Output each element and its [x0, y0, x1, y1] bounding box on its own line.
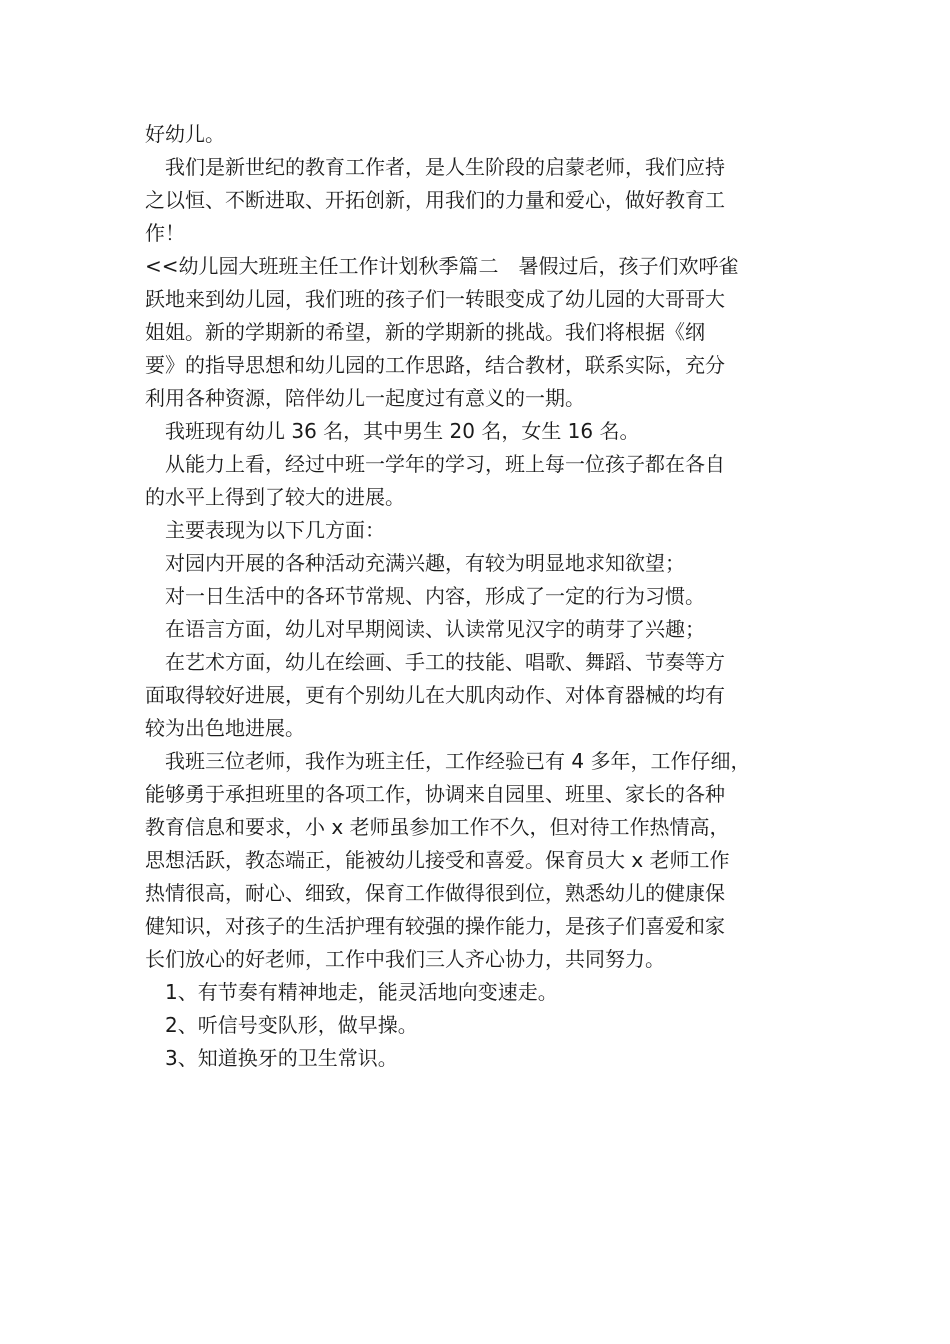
text-line: 在艺术方面，幼儿在绘画、手工的技能、唱歌、舞蹈、节奏等方: [145, 650, 725, 674]
text-line: 从能力上看，经过中班一学年的学习，班上每一位孩子都在各自: [145, 452, 725, 476]
text-line: 健知识，对孩子的生活护理有较强的操作能力，是孩子们喜爱和家: [145, 914, 725, 938]
text-line: 利用各种资源，陪伴幼儿一起度过有意义的一期。: [145, 386, 585, 410]
list-item: 2、听信号变队形，做早操。: [145, 1013, 418, 1037]
list-item: 1、有节奏有精神地走，能灵活地向变速走。: [145, 980, 558, 1004]
text-line: 主要表现为以下几方面：: [145, 518, 385, 542]
text-line: 的水平上得到了较大的进展。: [145, 485, 405, 509]
text-line: 思想活跃，教态端正，能被幼儿接受和喜爱。保育员大 x 老师工作: [145, 848, 730, 872]
text-line: 面取得较好进展，更有个别幼儿在大肌肉动作、对体育器械的均有: [145, 683, 725, 707]
text-line: 我班现有幼儿 36 名，其中男生 20 名，女生 16 名。: [145, 419, 640, 443]
text-line: 较为出色地进展。: [145, 716, 305, 740]
text-line: 对园内开展的各种活动充满兴趣，有较为明显地求知欲望；: [145, 551, 685, 575]
text-line: 热情很高，耐心、细致，保育工作做得很到位，熟悉幼儿的健康保: [145, 881, 725, 905]
text-line: 教育信息和要求，小 x 老师虽参加工作不久，但对待工作热情高，: [145, 815, 730, 839]
text-line: 我们是新世纪的教育工作者，是人生阶段的启蒙老师，我们应持: [145, 155, 725, 179]
text-line: 在语言方面，幼儿对早期阅读、认读常见汉字的萌芽了兴趣；: [145, 617, 705, 641]
text-line: 跃地来到幼儿园，我们班的孩子们一转眼变成了幼儿园的大哥哥大: [145, 287, 725, 311]
text-line: 好幼儿。: [145, 122, 225, 146]
text-line: 姐姐。新的学期新的希望，新的学期新的挑战。我们将根据《纲: [145, 320, 705, 344]
text-line: 能够勇于承担班里的各项工作，协调来自园里、班里、家长的各种: [145, 782, 725, 806]
document-body: [145, 118, 810, 1075]
text-line: 对一日生活中的各环节常规、内容，形成了一定的行为习惯。: [145, 584, 705, 608]
text-line: 作！: [145, 221, 185, 245]
text-line: 要》的指导思想和幼儿园的工作思路，结合教材，联系实际，充分: [145, 353, 725, 377]
text-line: 我班三位老师，我作为班主任，工作经验已有 4 多年，工作仔细，: [145, 749, 751, 773]
text-line: <<幼儿园大班班主任工作计划秋季篇二 暑假过后，孩子们欢呼雀: [145, 254, 739, 278]
text-line: 之以恒、不断进取、开拓创新，用我们的力量和爱心，做好教育工: [145, 188, 725, 212]
list-item: 3、知道换牙的卫生常识。: [145, 1046, 398, 1070]
text-line: 长们放心的好老师，工作中我们三人齐心协力，共同努力。: [145, 947, 665, 971]
